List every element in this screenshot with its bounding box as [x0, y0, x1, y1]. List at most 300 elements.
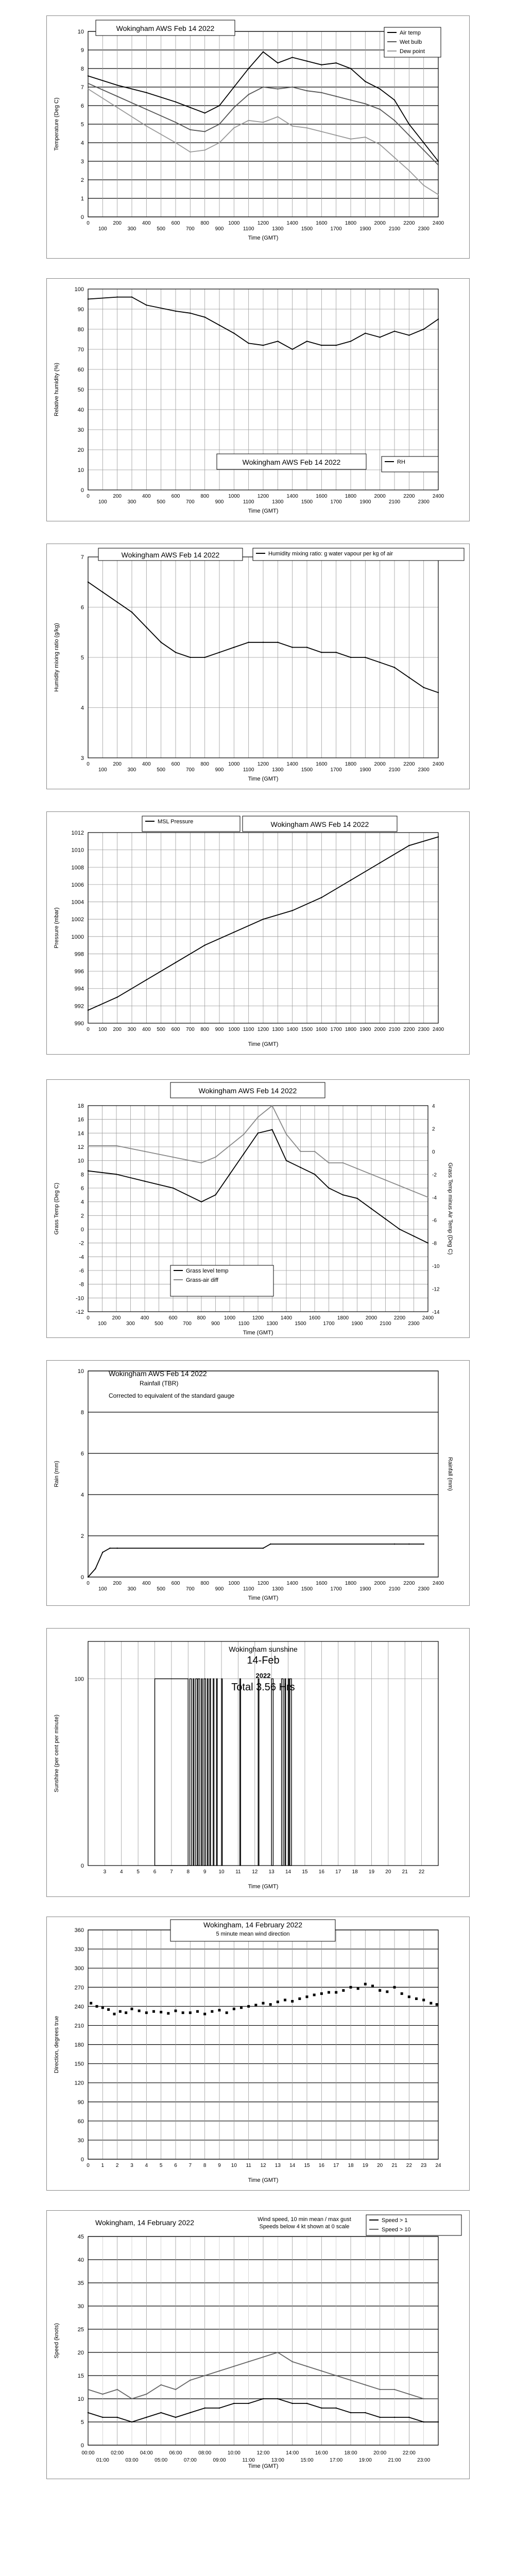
y-tick-label: 0	[80, 1863, 84, 1869]
wind-direction-point	[291, 2000, 294, 2003]
data-point	[321, 2370, 322, 2371]
y-tick-label: 60	[77, 2118, 84, 2125]
data-point	[88, 1577, 89, 1578]
x-tick-label: 15	[302, 1869, 308, 1875]
data-point	[215, 1157, 216, 1158]
x-tick-label: 600	[171, 761, 180, 767]
data-point	[379, 662, 380, 663]
y-tick-label: 16	[77, 1116, 84, 1123]
y2-tick-label: -2	[432, 1172, 437, 1178]
data-point	[291, 87, 293, 88]
x-tick-label: 2300	[418, 1586, 430, 1592]
data-point	[321, 345, 322, 346]
wind-direction-point	[247, 2005, 250, 2008]
data-point	[102, 591, 103, 592]
legend-box	[366, 2215, 461, 2235]
x-tick-label: 1300	[272, 1027, 284, 1032]
y-tick-label: 1006	[71, 882, 84, 888]
x-tick-label: 2100	[380, 1321, 391, 1327]
y-axis-label: Pressure (mbar)	[54, 907, 60, 948]
x-tick-label: 5	[159, 2163, 163, 2168]
x-tick-label: 2000	[374, 494, 386, 499]
y-tick-label: -10	[76, 1295, 84, 1302]
x-tick-label: 800	[200, 1581, 210, 1586]
x-tick-label: 17	[335, 1869, 341, 1875]
x-tick-label: 14	[285, 1869, 291, 1875]
data-point	[233, 87, 234, 88]
x-axis-label: Time (GMT)	[248, 776, 279, 782]
data-point	[438, 164, 439, 165]
wind-direction-point	[393, 1986, 396, 1989]
x-tick-label: 1000	[228, 1581, 240, 1586]
data-point	[263, 122, 264, 123]
data-point	[365, 137, 366, 138]
x-tick-label: 1300	[266, 1321, 278, 1327]
x-tick-label: 1200	[257, 494, 269, 499]
x-tick-label: 500	[154, 1321, 163, 1327]
data-point	[190, 2380, 191, 2381]
pressure-chart	[47, 812, 469, 1054]
y2-tick-label: -6	[432, 1218, 437, 1224]
data-point	[248, 343, 249, 344]
x-tick-label: 2300	[418, 1027, 430, 1032]
data-point	[102, 1552, 103, 1553]
x-tick-label: 900	[215, 1027, 224, 1032]
x-tick-label: 6	[174, 2163, 177, 2168]
data-point	[408, 170, 409, 171]
x-tick-label: 600	[171, 221, 180, 226]
data-point	[190, 151, 191, 152]
x-tick-label: 2200	[403, 1581, 415, 1586]
x-tick-label: 1700	[323, 1321, 335, 1327]
data-point	[263, 2398, 264, 2399]
data-point	[306, 2403, 307, 2404]
y-tick-label: 992	[74, 1003, 84, 1010]
data-point	[233, 2403, 234, 2404]
grass-temp-chart	[47, 1080, 469, 1337]
wind-direction-chart	[47, 1917, 469, 2190]
data-point	[379, 2417, 380, 2418]
y-tick-label: 80	[77, 327, 84, 333]
data-point	[314, 1151, 315, 1152]
data-point	[204, 2408, 205, 2409]
x-tick-label: 1400	[280, 1315, 293, 1321]
x-tick-label: 01:00	[96, 2458, 109, 2463]
wind-direction-point	[167, 2012, 169, 2014]
y-tick-label: -8	[79, 1281, 84, 1288]
y-tick-label: 1004	[71, 899, 84, 906]
data-point	[291, 2361, 293, 2362]
y-tick-label: 8	[80, 1172, 84, 1178]
y-tick-label: 5	[80, 2419, 84, 2426]
data-point	[350, 341, 351, 342]
legend-label: Dew point	[400, 48, 425, 55]
data-point	[146, 125, 147, 126]
data-point	[399, 1229, 400, 1230]
data-point	[335, 62, 336, 63]
chart-group	[54, 20, 444, 241]
y-tick-label: 1012	[71, 830, 84, 836]
legend-label: Speed > 10	[382, 2227, 411, 2233]
data-point	[116, 296, 117, 297]
data-point	[438, 194, 439, 195]
x-tick-label: 1300	[272, 226, 284, 232]
y-tick-label: 1	[80, 196, 84, 202]
data-point	[233, 2366, 234, 2367]
data-point	[365, 2384, 366, 2385]
chart-title: Wokingham, 14 February 2022	[95, 2218, 194, 2227]
y-tick-label: 12	[77, 1144, 84, 1150]
x-tick-label: 21:00	[388, 2458, 401, 2463]
wind-direction-point	[371, 1985, 374, 1987]
data-point	[190, 107, 191, 108]
y-tick-label: -6	[79, 1268, 84, 1274]
data-point	[438, 2421, 439, 2422]
sunshine-bar	[288, 1679, 289, 1866]
legend-label: Wet bulb	[400, 39, 422, 45]
y-tick-label: 100	[74, 286, 84, 293]
x-tick-label: 4	[119, 1869, 123, 1875]
sunshine-bar	[290, 1679, 291, 1866]
wind-direction-point	[196, 2010, 199, 2013]
y-tick-label: 360	[74, 1927, 84, 1934]
data-point	[277, 642, 278, 643]
data-point	[408, 2394, 409, 2395]
chart-title: Wokingham AWS Feb 14 2022	[121, 551, 220, 559]
data-point	[248, 2361, 249, 2362]
y-tick-label: 10	[77, 29, 84, 35]
x-tick-label: 1500	[301, 226, 313, 232]
sunshine-bar	[271, 1679, 273, 1866]
chart-subtitle: Rainfall (TBR)	[140, 1380, 179, 1387]
data-point	[342, 1194, 344, 1195]
data-point	[204, 316, 205, 317]
x-tick-label: 1300	[272, 1586, 284, 1592]
x-tick-label: 1700	[330, 499, 342, 505]
wind-direction-point	[298, 1997, 301, 2000]
legend-label: Humidity mixing ratio: g water vapour per kg of air	[268, 551, 393, 557]
x-tick-label: 15:00	[300, 2458, 314, 2463]
x-tick-label: 1500	[301, 499, 313, 505]
data-point	[423, 1544, 424, 1545]
x-tick-label: 14:00	[286, 2450, 299, 2456]
x-tick-label: 20	[377, 2163, 383, 2168]
data-point	[350, 2380, 351, 2381]
data-point	[321, 2408, 322, 2409]
sunshine-chart	[47, 1629, 469, 1896]
x-tick-label: 16	[318, 2163, 324, 2168]
x-tick-label: 1600	[308, 1315, 321, 1321]
sunshine-bar	[198, 1679, 200, 1866]
sunshine-bar	[216, 1679, 217, 1866]
x-tick-label: 1100	[243, 767, 254, 773]
data-point	[248, 94, 249, 95]
data-point	[379, 336, 380, 337]
chart-panel-humidity	[46, 278, 470, 521]
x-tick-label: 16:00	[315, 2450, 328, 2456]
x-tick-label: 1200	[257, 221, 269, 226]
x-tick-label: 19:00	[358, 2458, 372, 2463]
data-point	[408, 677, 409, 678]
data-point	[219, 124, 220, 125]
x-tick-label: 200	[112, 1315, 121, 1321]
y-tick-label: 35	[77, 2280, 84, 2286]
data-point	[394, 667, 395, 668]
data-point	[204, 149, 205, 150]
x-tick-label: 400	[142, 1581, 151, 1586]
data-point	[248, 2403, 249, 2404]
y-tick-label: 300	[74, 1965, 84, 1972]
data-point	[160, 642, 161, 643]
wind-direction-point	[357, 1987, 359, 1990]
x-tick-label: 900	[215, 767, 224, 773]
data-point	[146, 2417, 147, 2418]
x-tick-label: 13	[274, 2163, 281, 2168]
y-tick-label: -12	[76, 1309, 84, 1315]
sunshine-bar	[221, 1679, 222, 1866]
data-point	[116, 107, 117, 108]
y-tick-label: 10	[77, 467, 84, 473]
data-point	[263, 51, 264, 52]
x-tick-label: 1600	[316, 494, 328, 499]
wind-direction-point	[401, 1992, 403, 1995]
wind-direction-point	[350, 1986, 352, 1989]
x-tick-label: 3	[130, 2163, 133, 2168]
data-point	[291, 349, 293, 350]
x-tick-label: 1800	[345, 761, 357, 767]
x-tick-label: 8	[203, 2163, 207, 2168]
sunshine-bar	[213, 1679, 214, 1866]
y-tick-label: 4	[80, 705, 84, 711]
x-tick-label: 1500	[301, 767, 313, 773]
data-point	[350, 99, 351, 100]
data-point	[394, 157, 395, 158]
y2-axis-label: Grass Temp minus Air Temp (Deg C)	[447, 1162, 453, 1255]
y-tick-label: 120	[74, 2080, 84, 2087]
x-tick-label: 1200	[257, 1581, 269, 1586]
data-point	[190, 129, 191, 130]
data-point	[423, 142, 424, 143]
sunshine-bar	[196, 1679, 197, 1866]
y-tick-label: 7	[80, 84, 84, 91]
x-tick-label: 2200	[393, 1315, 406, 1321]
data-point	[263, 642, 264, 643]
y-tick-label: 2	[80, 1213, 84, 1219]
data-point	[116, 2389, 117, 2390]
y-tick-label: 0	[80, 487, 84, 494]
data-point	[263, 919, 264, 920]
rainfall-chart	[47, 1361, 469, 1605]
x-tick-label: 400	[142, 494, 151, 499]
x-tick-label: 14	[289, 2163, 296, 2168]
y-tick-label: 150	[74, 2061, 84, 2067]
y-tick-label: 998	[74, 951, 84, 958]
legend-label: RH	[397, 459, 405, 465]
y-tick-label: 10	[77, 1158, 84, 1164]
x-tick-label: 300	[127, 1027, 136, 1032]
data-point	[175, 122, 176, 123]
data-point	[116, 996, 117, 997]
x-tick-label: 600	[168, 1315, 178, 1321]
data-point	[427, 1242, 428, 1243]
x-tick-label: 500	[157, 767, 166, 773]
x-tick-label: 0	[87, 761, 90, 767]
x-tick-label: 1300	[272, 767, 284, 773]
x-tick-label: 22	[406, 2163, 412, 2168]
data-point	[408, 134, 409, 135]
x-tick-label: 04:00	[140, 2450, 153, 2456]
x-tick-label: 200	[113, 761, 122, 767]
x-tick-label: 2300	[408, 1321, 420, 1327]
x-tick-label: 1200	[257, 761, 269, 767]
y-tick-label: 25	[77, 2327, 84, 2333]
x-tick-label: 200	[113, 1581, 122, 1586]
y-tick-label: 4	[80, 140, 84, 146]
data-point	[350, 139, 351, 140]
x-tick-label: 2200	[403, 221, 415, 226]
x-tick-label: 1000	[224, 1315, 236, 1321]
chart-group	[54, 1082, 453, 1336]
chart-title: Wokingham sunshine	[229, 1645, 298, 1653]
data-point	[190, 313, 191, 314]
chart-panel-wind-direction	[46, 1917, 470, 2191]
x-tick-label: 1600	[316, 1027, 328, 1032]
y-axis-label: Temperature (Deg C)	[54, 97, 60, 151]
wind-direction-point	[226, 2011, 228, 2014]
data-point	[243, 1133, 244, 1134]
x-tick-label: 100	[98, 1321, 107, 1327]
y2-tick-label: 4	[432, 1104, 435, 1109]
data-point	[423, 329, 424, 330]
x-tick-label: 1500	[295, 1321, 306, 1327]
x-tick-label: 0	[87, 494, 90, 499]
data-point	[219, 142, 220, 143]
data-point	[365, 2412, 366, 2413]
x-axis-label: Time (GMT)	[248, 235, 279, 241]
x-tick-label: 1800	[345, 494, 357, 499]
wind-direction-point	[240, 2006, 243, 2009]
wind-direction-point	[364, 1983, 367, 1986]
data-point	[423, 149, 424, 150]
y-tick-label: 0	[80, 1574, 84, 1581]
data-point	[146, 92, 147, 93]
wind-direction-point	[175, 2009, 177, 2012]
data-point	[263, 2357, 264, 2358]
x-tick-label: 300	[126, 1321, 135, 1327]
sunshine-bar	[190, 1679, 192, 1866]
legend-label: MSL Pressure	[158, 819, 194, 825]
data-point	[408, 2417, 409, 2418]
x-tick-label: 07:00	[183, 2458, 197, 2463]
x-tick-label: 2400	[432, 1581, 444, 1586]
x-tick-label: 22	[419, 1869, 425, 1875]
y-tick-label: 100	[74, 1676, 84, 1683]
y-axis-label: Relative humidity (%)	[54, 363, 60, 416]
data-point	[258, 1116, 259, 1117]
y-tick-label: 10	[77, 1368, 84, 1375]
y-tick-label: 2	[80, 1533, 84, 1539]
x-tick-label: 300	[127, 499, 136, 505]
data-point	[102, 2417, 103, 2418]
x-tick-label: 20:00	[373, 2450, 387, 2456]
x-tick-label: 900	[211, 1321, 220, 1327]
y-axis-label: Speed (knots)	[54, 2323, 60, 2359]
x-tick-label: 08:00	[198, 2450, 212, 2456]
data-point	[271, 1129, 272, 1130]
data-point	[356, 1168, 357, 1169]
y-tick-label: 1000	[71, 934, 84, 940]
data-point	[423, 185, 424, 186]
data-point	[291, 57, 293, 58]
x-tick-label: 900	[215, 226, 224, 232]
x-tick-label: 23:00	[417, 2458, 431, 2463]
data-point	[314, 1174, 315, 1175]
x-tick-label: 1900	[359, 1586, 371, 1592]
data-point	[335, 134, 336, 135]
x-tick-label: 5	[136, 1869, 140, 1875]
data-point	[342, 1162, 344, 1163]
x-tick-label: 15	[304, 2163, 310, 2168]
wind-direction-point	[107, 2008, 110, 2011]
x-tick-label: 0	[87, 1315, 90, 1321]
data-point	[394, 2417, 395, 2418]
x-tick-label: 1900	[351, 1321, 363, 1327]
legend-box	[382, 456, 438, 472]
data-point	[146, 979, 147, 980]
y-tick-label: 90	[77, 307, 84, 313]
x-tick-label: 2400	[432, 494, 444, 499]
y2-tick-label: -14	[432, 1310, 440, 1315]
x-tick-label: 1100	[238, 1321, 250, 1327]
y-tick-label: 6	[80, 1185, 84, 1192]
chart-panel-rainfall	[46, 1360, 470, 1606]
x-tick-label: 1000	[228, 761, 240, 767]
data-point	[291, 2403, 293, 2404]
y2-tick-label: 2	[432, 1126, 435, 1132]
y-tick-label: 2	[80, 177, 84, 183]
data-point	[277, 2398, 278, 2399]
data-point	[204, 112, 205, 113]
x-tick-label: 1400	[286, 1581, 298, 1586]
data-point	[233, 931, 234, 933]
y-tick-label: 9	[80, 47, 84, 54]
y-tick-label: 240	[74, 2004, 84, 2010]
data-point	[286, 1133, 287, 1134]
data-point	[271, 1105, 272, 1106]
x-tick-label: 19	[362, 2163, 368, 2168]
data-point	[116, 1548, 117, 1549]
data-point	[144, 1151, 145, 1152]
data-point	[219, 2408, 220, 2409]
data-point	[233, 127, 234, 128]
data-point	[175, 962, 176, 963]
chart-group	[54, 2215, 461, 2469]
x-tick-label: 2100	[388, 499, 401, 505]
x-tick-label: 400	[142, 221, 151, 226]
humidity-chart	[47, 279, 469, 521]
data-point	[335, 345, 336, 346]
data-point	[131, 2421, 132, 2422]
x-axis-label: Time (GMT)	[243, 1330, 273, 1336]
data-point	[201, 1162, 202, 1163]
x-tick-label: 1200	[257, 1027, 269, 1032]
data-point	[413, 1191, 414, 1192]
x-tick-label: 1900	[359, 767, 371, 773]
y-tick-label: 5	[80, 655, 84, 661]
chart-title: Wokingham, 14 February 2022	[203, 1921, 302, 1929]
y-tick-label: 3	[80, 755, 84, 761]
sunshine-bar	[240, 1679, 241, 1866]
